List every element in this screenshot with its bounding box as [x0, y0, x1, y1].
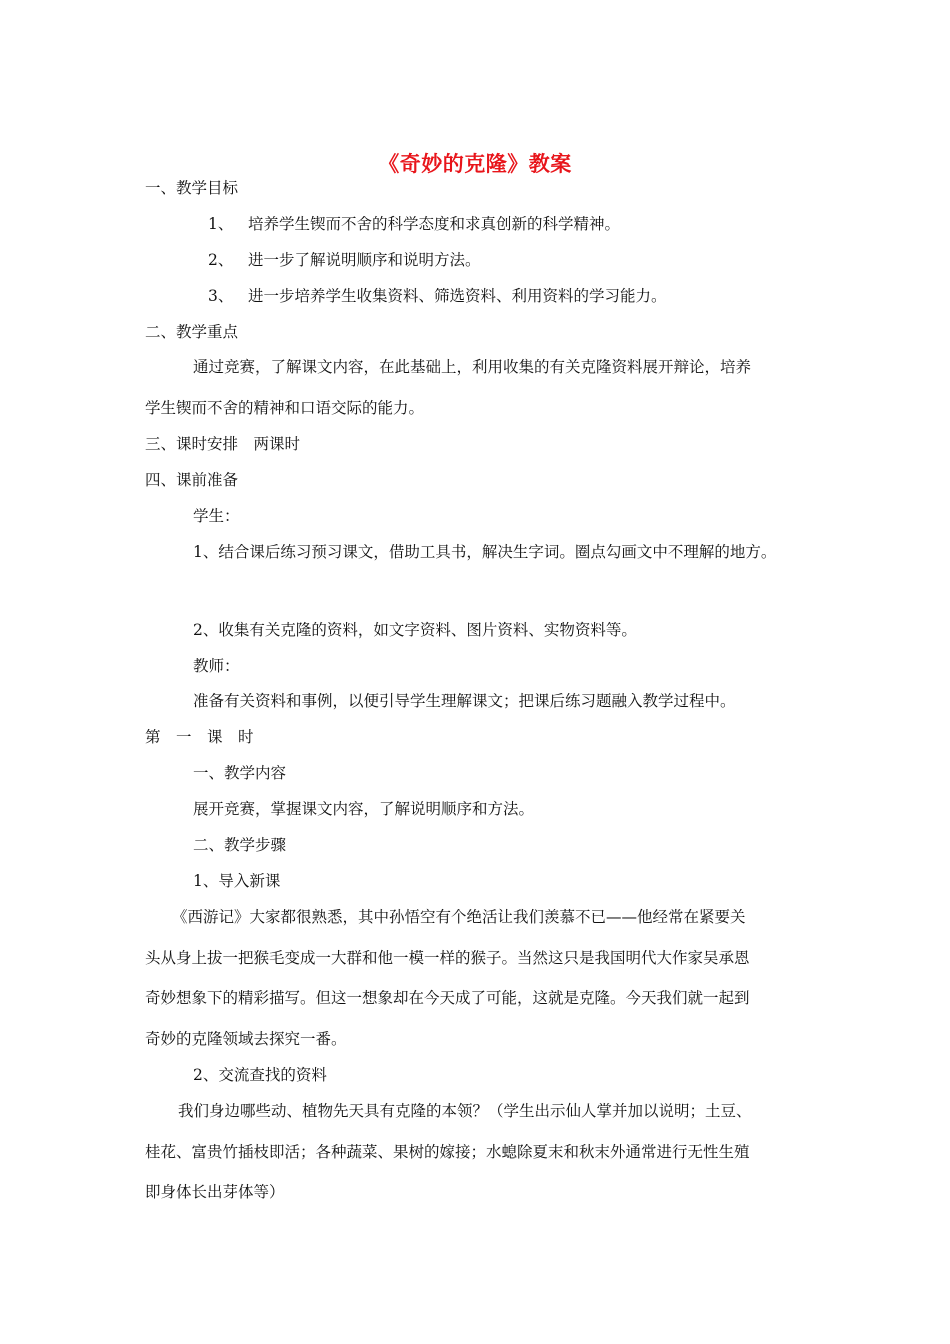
goal-text: 进一步了解说明顺序和说明方法。: [248, 251, 481, 269]
step2-heading: 2、交流查找的资料: [193, 1066, 327, 1084]
step1-heading: 1、导入新课: [193, 872, 281, 890]
goal-item: [208, 214, 620, 234]
goal-number: 3、: [208, 287, 234, 305]
document-title: 《奇妙的克隆》教案: [378, 151, 572, 176]
student-label: 学生：: [193, 507, 240, 525]
goal-text: 培养学生锲而不舍的科学态度和求真创新的科学精神。: [248, 215, 621, 233]
goal-number: 2、: [208, 251, 234, 269]
teacher-label: 教师：: [193, 657, 240, 675]
step2-paragraph-line: 即身体长出芽体等）: [145, 1183, 285, 1201]
lesson-heading: 第 一 课 时: [145, 728, 254, 746]
goal-number: 1、: [208, 215, 234, 233]
step1-paragraph-line: 《西游记》大家都很熟悉，其中孙悟空有个绝活让我们羡慕不已——他经常在紧要关: [172, 908, 746, 926]
goal-item: [208, 250, 481, 270]
focus-paragraph-line: 学生锲而不舍的精神和口语交际的能力。: [145, 399, 425, 417]
student-item: 1、结合课后练习预习课文，借助工具书，解决生字词。圈点勾画文中不理解的地方。: [193, 543, 777, 561]
section-heading-goals: 一、教学目标: [145, 179, 239, 197]
step2-paragraph-line: 我们身边哪些动、植物先天具有克隆的本领？（学生出示仙人掌并加以说明；土豆、: [178, 1102, 752, 1120]
teacher-text: 准备有关资料和事例，以便引导学生理解课文；把课后练习题融入教学过程中。: [193, 692, 736, 710]
focus-paragraph-line: 通过竞赛，了解课文内容，在此基础上，利用收集的有关克隆资料展开辩论，培养: [193, 358, 752, 376]
steps-heading: 二、教学步骤: [193, 836, 287, 854]
step1-paragraph-line: 奇妙的克隆领域去探究一番。: [145, 1030, 347, 1048]
section-heading-preparation: 四、课前准备: [145, 471, 239, 489]
content-heading: 一、教学内容: [193, 764, 287, 782]
step1-paragraph-line: 头从身上拔一把猴毛变成一大群和他一模一样的猴子。当然这只是我国明代大作家吴承恩: [145, 949, 750, 967]
step2-paragraph-line: 桂花、富贵竹插枝即活；各种蔬菜、果树的嫁接；水螅除夏末和秋末外通常进行无性生殖: [145, 1143, 750, 1161]
student-item: 2、收集有关克隆的资料，如文字资料、图片资料、实物资料等。: [193, 621, 637, 639]
section-heading-focus: 二、教学重点: [145, 323, 239, 341]
step1-paragraph-line: 奇妙想象下的精彩描写。但这一想象却在今天成了可能，这就是克隆。今天我们就一起到: [145, 989, 750, 1007]
goal-item: [208, 286, 667, 306]
goal-text: 进一步培养学生收集资料、筛选资料、利用资料的学习能力。: [248, 287, 667, 305]
section-heading-schedule: 三、课时安排 两课时: [145, 435, 301, 453]
content-text: 展开竞赛，掌握课文内容，了解说明顺序和方法。: [193, 800, 535, 818]
